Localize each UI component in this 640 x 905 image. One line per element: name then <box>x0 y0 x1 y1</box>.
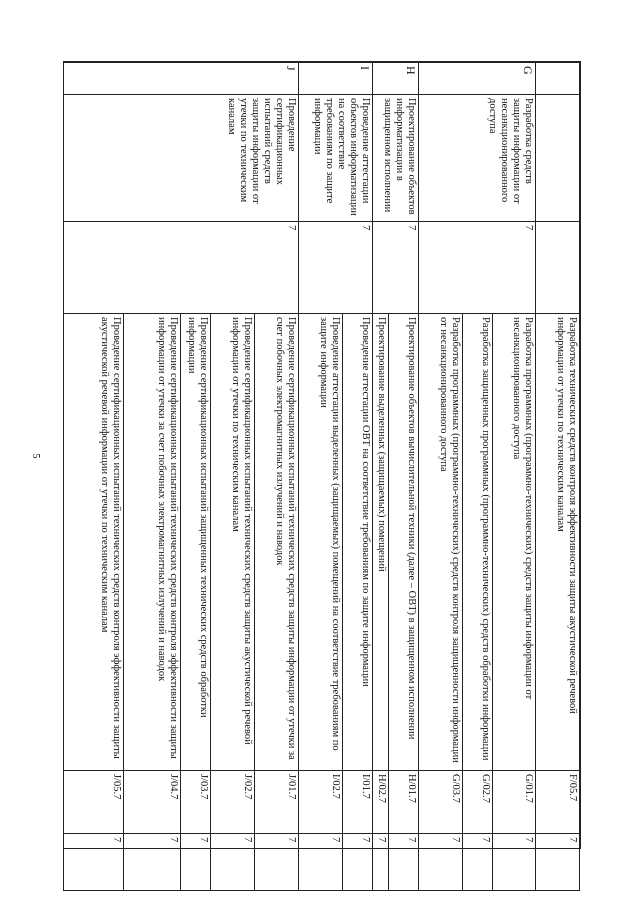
function-name-cell: Проведение сертификационных испытаний средств защиты информации от утечки по техническим каналам <box>64 95 299 222</box>
task-cell: Проведение аттестации выделенных (защищаемых) помещений на соответствие требованиям по защите информации <box>299 314 343 771</box>
task-cell: Проведение аттестации ОВТ на соответствие требованиям по защите информации <box>343 314 373 771</box>
code-cell: J <box>64 63 299 95</box>
task-code-cell: J/01.7 <box>255 771 299 834</box>
task-code-cell: I/02.7 <box>299 771 343 834</box>
level-cell: 7 <box>299 222 373 314</box>
table-row <box>255 63 299 891</box>
task-code-cell: G/01.7 <box>493 771 536 834</box>
task-cell: Разработка программных (программно-технических) средств контроля защищенности информации от несанкционированного доступа <box>419 314 463 771</box>
task-level-cell: 7 <box>211 834 255 891</box>
page-number: 5 <box>30 453 41 459</box>
task-cell: Проведение сертификационных испытаний технических средств защиты информации от утечки за счет побочных электромагнитных излучений и наводок <box>255 314 299 771</box>
task-cell: Проектирование объектов вычислительной техники (далее – ОВТ) в защищенном исполнении <box>389 314 419 771</box>
task-code-cell: H/01.7 <box>389 771 419 834</box>
task-cell: Проведение сертификационных испытаний технических средств контроля эффективности защиты акустической речевой информации от утечки по техническим каналам <box>64 314 124 771</box>
task-code-cell: J/04.7 <box>124 771 181 834</box>
task-level-cell: 7 <box>389 834 419 891</box>
function-name-cell: Проектирование объектов информатизации в защищенном исполнении <box>373 95 419 222</box>
task-level-cell: 7 <box>64 834 124 891</box>
task-cell: Разработка программных (программно-технических) средств защиты информации от несанкционированного доступа <box>493 314 536 771</box>
task-cell: Разработка защищенных программных (программно-технических) средств обработки информации <box>463 314 493 771</box>
code-cell: G <box>419 63 536 95</box>
task-cell: Проведение сертификационных испытаний технических средств контроля эффективности защиты информации от утечки за счет побочных электромагнитных излучений и наводок <box>124 314 181 771</box>
task-code-cell: I/01.7 <box>343 771 373 834</box>
function-name-cell <box>536 95 580 222</box>
task-code-cell: J/03.7 <box>181 771 211 834</box>
task-code-cell: H/02.7 <box>373 771 389 834</box>
task-cell: Проектирование выделенных (защищаемых) помещений <box>373 314 389 771</box>
task-code-cell: J/02.7 <box>211 771 255 834</box>
task-cell: Проведение сертификационных испытаний защищенных технических средств обработки информации <box>181 314 211 771</box>
task-level-cell: 7 <box>343 834 373 891</box>
task-code-cell: G/03.7 <box>419 771 463 834</box>
task-cell: Разработка технических средств контроля эффективности защиты акустической речевой информации от утечки по техническим каналам <box>536 314 580 771</box>
task-code-cell: G/02.7 <box>463 771 493 834</box>
level-cell: 7 <box>419 222 536 314</box>
task-code-cell: F/05.7 <box>536 771 580 834</box>
task-level-cell: 7 <box>299 834 343 891</box>
task-level-cell: 7 <box>255 834 299 891</box>
task-level-cell: 7 <box>419 834 463 891</box>
table-row <box>343 63 373 891</box>
code-cell <box>536 63 580 95</box>
level-cell: 7 <box>373 222 419 314</box>
task-level-cell: 7 <box>181 834 211 891</box>
functions-table <box>63 62 580 891</box>
functions-table-rotated <box>64 62 580 848</box>
task-level-cell: 7 <box>493 834 536 891</box>
functions-table-frame <box>63 61 581 849</box>
task-code-cell: J/05.7 <box>64 771 124 834</box>
table-row <box>493 63 536 891</box>
level-cell: 7 <box>64 222 299 314</box>
table-row <box>536 63 580 891</box>
task-level-cell: 7 <box>124 834 181 891</box>
code-cell: H <box>373 63 419 95</box>
task-cell: Проведение сертификационных испытаний технических средств защиты акустической речевой информации от утечки по техническим каналам <box>211 314 255 771</box>
task-level-cell: 7 <box>373 834 389 891</box>
function-name-cell: Проведение аттестации объектов информатизации на соответствие требованиям по защите информации <box>299 95 373 222</box>
code-cell: I <box>299 63 373 95</box>
task-level-cell: 7 <box>536 834 580 891</box>
level-cell <box>536 222 580 314</box>
function-name-cell: Разработка средств защиты информации от несанкционированного доступа <box>419 95 536 222</box>
task-level-cell: 7 <box>463 834 493 891</box>
table-row <box>389 63 419 891</box>
